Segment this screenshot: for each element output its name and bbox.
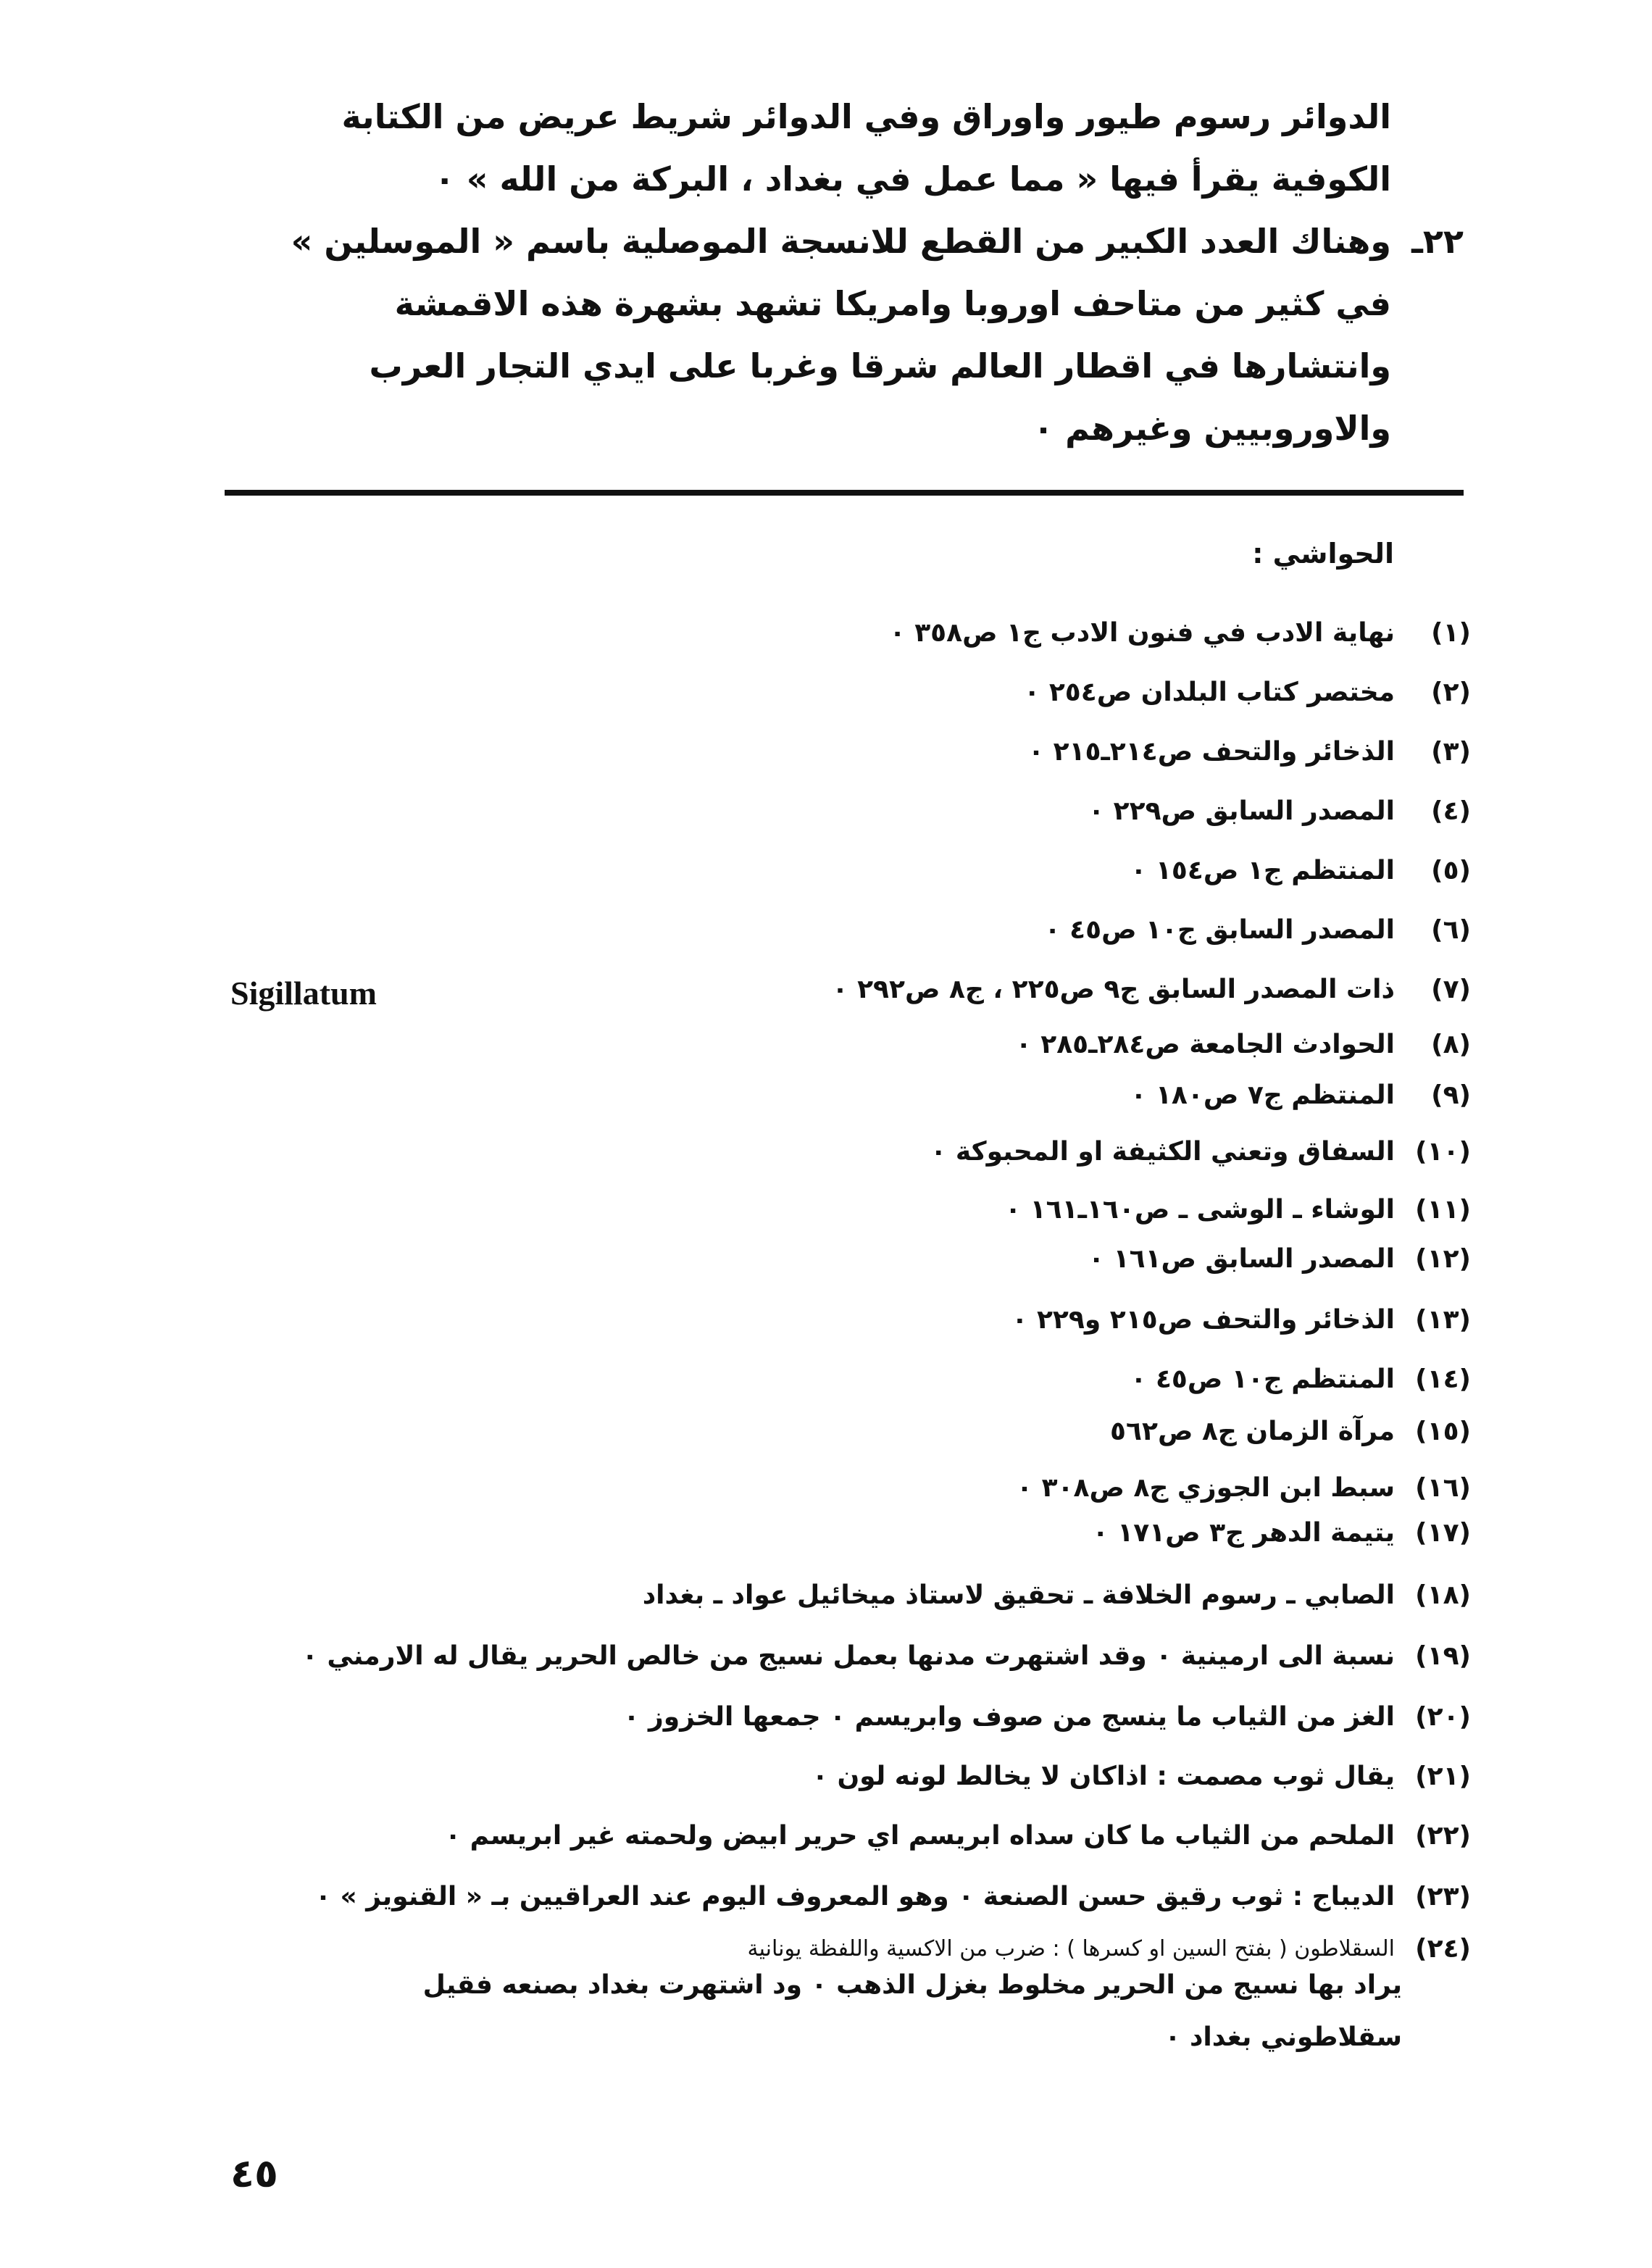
footnote-text: مختصر كتاب البلدان ص٢٥٤ ٠ <box>1024 678 1395 707</box>
footnote-number: (٧) <box>1431 975 1471 1004</box>
footnote-number: (١٣) <box>1415 1305 1471 1335</box>
footnote-text: المصدر السابق ص٢٢٩ ٠ <box>1088 796 1395 826</box>
footnote-number: (١٥) <box>1415 1417 1471 1446</box>
footnote <box>1028 735 1471 770</box>
footnote-text: مرآة الزمان ج٨ ص٥٦٢ <box>1110 1417 1395 1446</box>
body-line: وانتشارها في اقطار العالم شرقا وغربا على ايدي التجار العرب <box>369 346 1391 385</box>
footnote-text: يتيمة الدهر ج٣ ص١٧١ ٠ <box>1092 1518 1395 1548</box>
footnote-text: يقال ثوب مصمت : اذاكان لا يخالط لونه لون ٠ <box>812 1762 1395 1791</box>
footnote <box>315 1880 1471 1914</box>
footnote <box>1088 794 1471 829</box>
footnote-number: (٢٤) <box>1415 1934 1471 1964</box>
footnote <box>890 616 1471 651</box>
footnote-text: الديباج : ثوب رقيق حسن الصنعة ٠ وهو المعروف اليوم عند العراقيين بـ « القنويز » ٠ <box>314 1882 1395 1911</box>
footnote <box>1130 854 1471 888</box>
footnote <box>1017 1471 1471 1506</box>
footnote-number: (١) <box>1431 618 1471 648</box>
footnote-number: (١١) <box>1415 1195 1471 1225</box>
footnote-text: المنتظم ج١٠ ص٤٥ ٠ <box>1130 1364 1395 1394</box>
footnote-number: (٢٢) <box>1415 1821 1471 1851</box>
footnote-text: الملحم من الثياب ما كان سداه ابريسم اي حرير ابيض ولحمته غير ابريسم ٠ <box>445 1821 1395 1851</box>
footnote-number: (١٦) <box>1415 1473 1471 1503</box>
footnote-text: الذخائر والتحف ص٢١٤ـ٢١٥ ٠ <box>1028 737 1395 767</box>
footnote-number: (٩) <box>1431 1080 1471 1110</box>
footnote-text: الغز من الثياب ما ينسج من صوف وابريسم ٠ جمعها الخزوز ٠ <box>623 1702 1395 1732</box>
footnote-number: (١٢) <box>1415 1244 1471 1274</box>
body-line: وهناك العدد الكبير من القطع للانسجة الموصلية باسم « الموسلين » <box>291 222 1391 261</box>
footnote <box>1045 913 1471 948</box>
footnote <box>833 972 1471 1007</box>
footnote-text: المنتظم ج١ ص١٥٤ ٠ <box>1130 856 1395 885</box>
footnote-text: الصابي ـ رسوم الخلافة ـ تحقيق لاستاذ ميخائيل عواد ـ بغداد <box>642 1580 1395 1610</box>
footnote <box>1130 1362 1471 1397</box>
footnote-number: (١٨) <box>1415 1580 1471 1610</box>
footnote-continuation: يراد بها نسيج من الحرير مخلوط بغزل الذهب ٠ ود اشتهرت بغداد بصنعه فقيل <box>422 1970 1402 2000</box>
footnote-number: (٥) <box>1431 856 1471 885</box>
footnote <box>1110 1414 1471 1449</box>
footnote-number: (١٧) <box>1415 1518 1471 1548</box>
footnote-text: نهاية الادب في فنون الادب ج١ ص٣٥٨ ٠ <box>889 618 1395 648</box>
footnote <box>624 1700 1472 1735</box>
footnote-number: (٢) <box>1431 678 1471 707</box>
footnote-text: نسبة الى ارمينية ٠ وقد اشتهرت مدنها بعمل نسيج من خالص الحرير يقال له الارمني ٠ <box>301 1641 1395 1671</box>
footnote-text: السفاق وتعني الكثيفة او المحبوكة ٠ <box>930 1137 1395 1167</box>
footnote-number: (٦) <box>1431 915 1471 945</box>
footnote-text: الوشاء ـ الوشى ـ ص١٦٠ـ١٦١ ٠ <box>1005 1195 1395 1225</box>
body-text <box>188 86 1464 459</box>
footnote-text: الذخائر والتحف ص٢١٥ و٢٢٩ ٠ <box>1011 1305 1395 1335</box>
footnote <box>930 1135 1471 1170</box>
footnote-number: (١٩) <box>1415 1641 1471 1671</box>
footnote-text: الحوادث الجامعة ص٢٨٤ـ٢٨٥ ٠ <box>1015 1030 1395 1059</box>
footnote <box>1016 1027 1471 1062</box>
footnote-text: السقلاطون ( بفتح السين او كسرها ) : ضرب من الاكسية واللفظة يونانية <box>747 1936 1395 1961</box>
footnote <box>445 1819 1471 1854</box>
body-line: الدوائر رسوم طيور واوراق وفي الدوائر شريط عريض من الكتابة <box>341 97 1391 136</box>
latin-term: Sigillatum <box>230 975 377 1012</box>
footnote <box>302 1639 1471 1674</box>
footnote <box>1011 1303 1471 1338</box>
footnote-number: (٢٣) <box>1415 1882 1471 1911</box>
footnote-number: (١٠) <box>1415 1137 1471 1167</box>
footnote-number: (١٤) <box>1415 1364 1471 1394</box>
footnote-number: (٤) <box>1431 796 1471 826</box>
page-number: ٤٥ <box>230 2151 278 2196</box>
footnote-text: المصدر السابق ص١٦١ ٠ <box>1088 1244 1395 1274</box>
footnote <box>1130 1078 1471 1113</box>
footnote-divider <box>225 490 1464 496</box>
footnote <box>1088 1242 1471 1277</box>
footnote-continuation: سقلاطوني بغداد ٠ <box>1164 2022 1402 2052</box>
footnote <box>1024 675 1471 710</box>
footnote-number: (٣) <box>1431 737 1471 767</box>
footnote <box>643 1578 1471 1613</box>
body-line: الكوفية يقرأ فيها « مما عمل في بغداد ، البركة من الله » ٠ <box>434 159 1391 199</box>
footnote <box>812 1759 1471 1794</box>
footnote <box>747 1932 1471 1967</box>
body-line: والاوروبيين وغيرهم ٠ <box>1033 409 1391 448</box>
footnote <box>1093 1516 1471 1551</box>
footnote-text: المنتظم ج٧ ص١٨٠ ٠ <box>1130 1080 1395 1110</box>
footnote-number: (٨) <box>1431 1030 1471 1059</box>
footnote-number: (٢١) <box>1415 1762 1471 1791</box>
footnote-text: ذات المصدر السابق ج٩ ص٢٢٥ ، ج٨ ص٢٩٢ ٠ <box>832 975 1395 1004</box>
body-line: في كثير من متاحف اوروبا وامريكا تشهد بشهرة هذه الاقمشة <box>394 284 1391 323</box>
item-22 <box>188 210 1464 459</box>
item-number: ٢٢ـ <box>1411 222 1464 261</box>
footnote-text: المصدر السابق ج١٠ ص٤٥ ٠ <box>1044 915 1395 945</box>
notes-heading: الحواشي : <box>1252 538 1394 570</box>
footnote-number: (٢٠) <box>1415 1702 1471 1732</box>
footnote <box>1005 1193 1471 1227</box>
footnote-text: سبط ابن الجوزي ج٨ ص٣٠٨ ٠ <box>1017 1473 1395 1503</box>
